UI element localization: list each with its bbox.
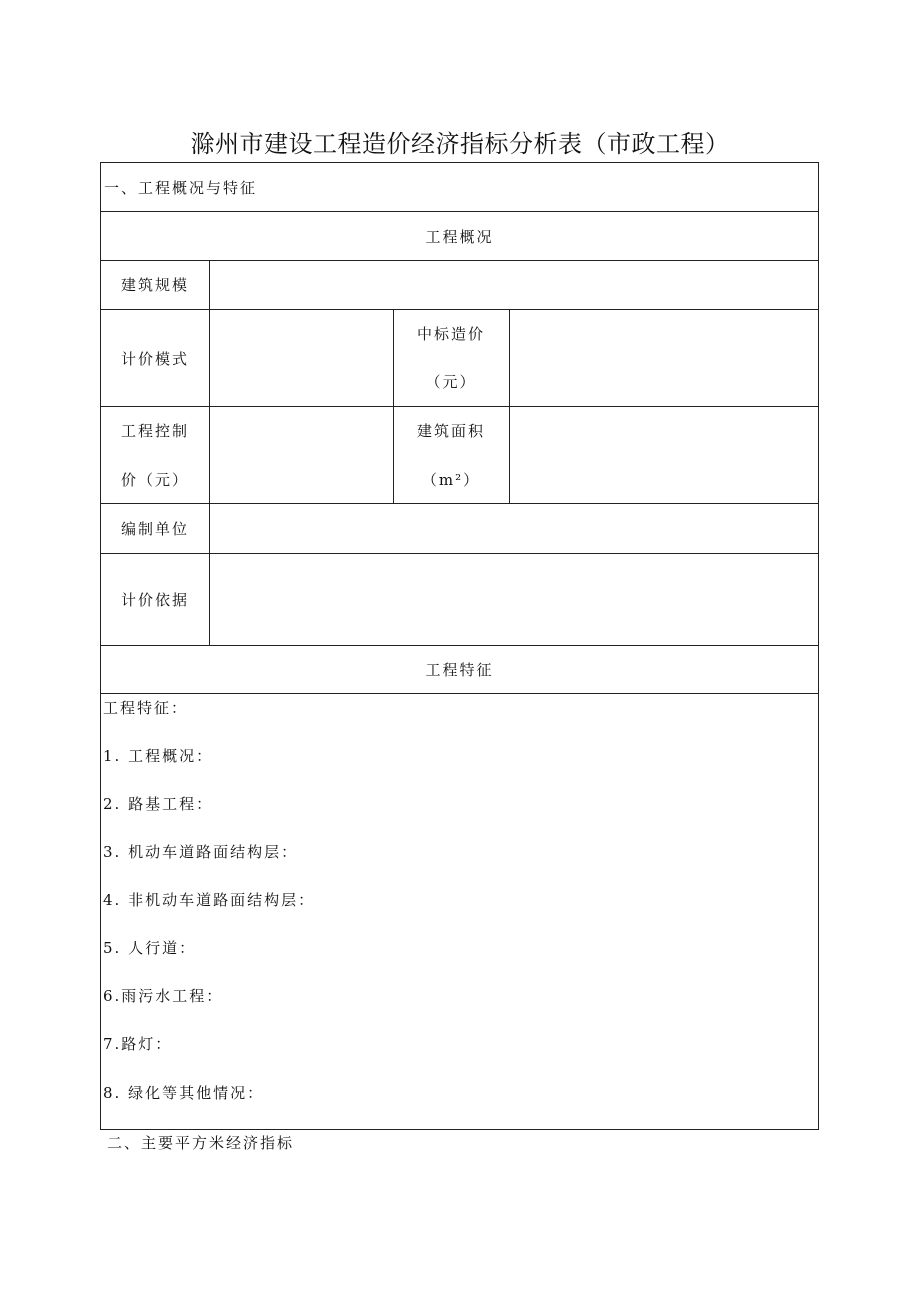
features-item: 5. 人行道： bbox=[103, 939, 197, 957]
features-item: 6.雨污水工程： bbox=[103, 987, 224, 1005]
building-area-label-line1: 建筑面积 bbox=[416, 422, 485, 440]
features-item: 7.路灯： bbox=[103, 1035, 173, 1053]
control-price-label-line2: 价（元） bbox=[120, 471, 189, 489]
features-header: 工程特征 bbox=[425, 661, 494, 679]
row-divider bbox=[101, 693, 818, 694]
pricing-mode-label: 计价模式 bbox=[120, 350, 189, 368]
row-divider bbox=[101, 211, 818, 212]
page-title: 滁州市建设工程造价经济指标分析表（市政工程） bbox=[190, 130, 730, 158]
overview-header: 工程概况 bbox=[425, 228, 494, 246]
building-scale-field[interactable] bbox=[210, 261, 818, 309]
building-area-label-line2: （m²） bbox=[421, 471, 481, 489]
features-item: 8. 绿化等其他情况： bbox=[103, 1084, 265, 1102]
compiler-field[interactable] bbox=[210, 504, 818, 553]
features-item: 3. 机动车道路面结构层： bbox=[103, 843, 299, 861]
bid-price-label-line1: 中标造价 bbox=[416, 325, 485, 343]
building-area-field[interactable] bbox=[510, 407, 818, 503]
pricing-mode-field[interactable] bbox=[210, 310, 393, 406]
section2-heading: 二、主要平方米经济指标 bbox=[107, 1134, 295, 1152]
analysis-form-table bbox=[100, 162, 819, 1130]
compiler-label: 编制单位 bbox=[120, 520, 189, 538]
features-intro: 工程特征： bbox=[103, 699, 189, 717]
pricing-basis-field[interactable] bbox=[210, 554, 818, 645]
bid-price-field[interactable] bbox=[510, 310, 818, 406]
building-scale-label: 建筑规模 bbox=[120, 276, 189, 294]
control-price-label-line1: 工程控制 bbox=[120, 422, 189, 440]
bid-price-label-line2: （元） bbox=[425, 373, 477, 391]
section1-heading: 一、工程概况与特征 bbox=[104, 179, 258, 197]
row-divider bbox=[101, 645, 818, 646]
control-price-field[interactable] bbox=[210, 407, 393, 503]
pricing-basis-label: 计价依据 bbox=[120, 591, 189, 609]
features-item: 1. 工程概况： bbox=[103, 747, 214, 765]
features-item: 4. 非机动车道路面结构层： bbox=[103, 891, 316, 909]
features-item: 2. 路基工程： bbox=[103, 795, 214, 813]
